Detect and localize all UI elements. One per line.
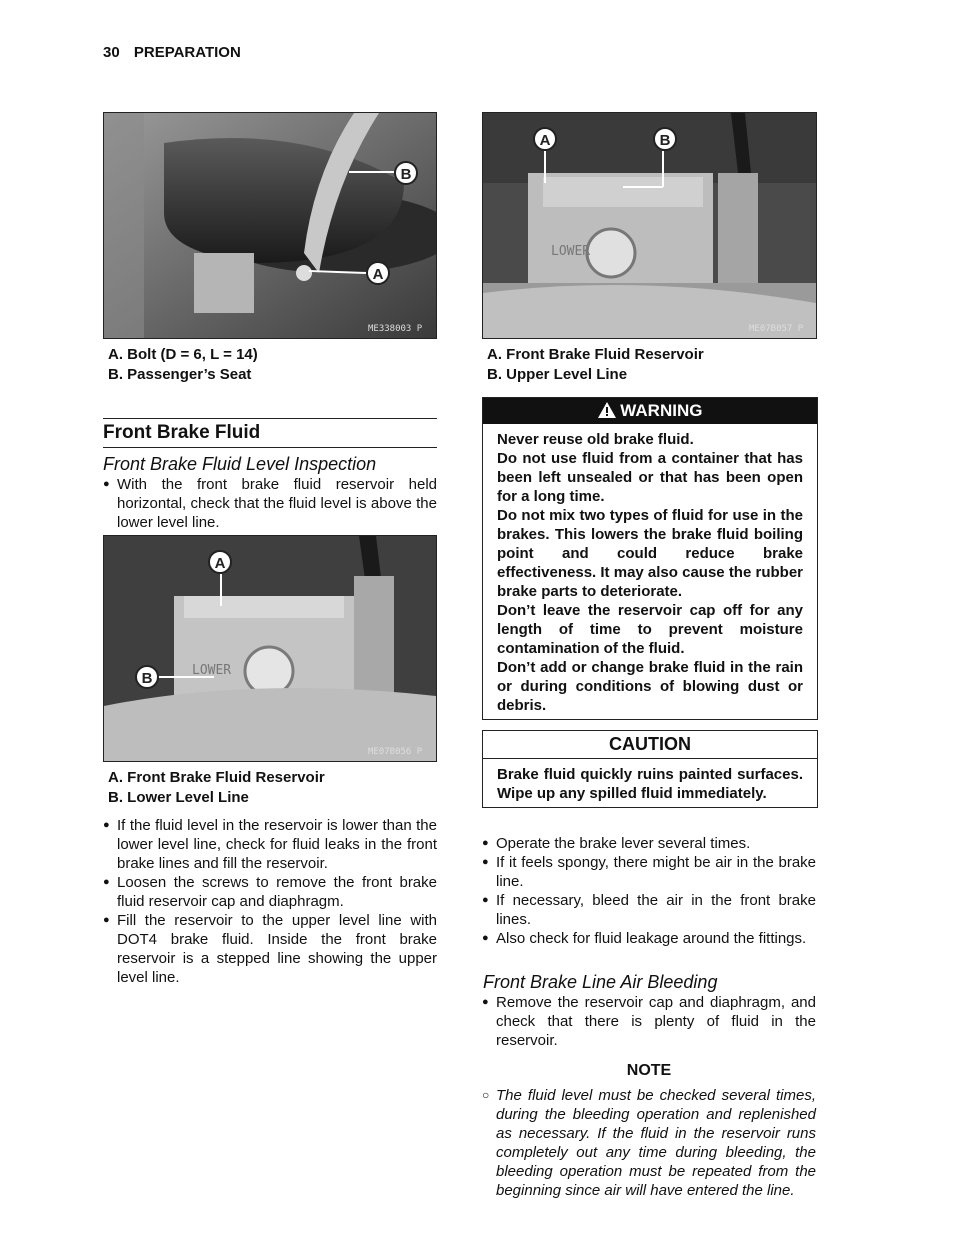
figure3-caption — [108, 768, 325, 808]
caption-line: A. Bolt (D = 6, L = 14) — [108, 346, 258, 363]
label-b: B — [400, 166, 412, 183]
page-number: 30 — [103, 44, 120, 61]
warning-paragraph: Do not mix two types of fluid for use in the brakes. This lowers the brake fluid boiling point and could reduce brake effectiveness. It may also cause the rubber brake parts to deteriorate. — [497, 507, 803, 600]
label-a: A — [214, 555, 226, 572]
bleeding-bullet-list — [482, 993, 816, 1050]
list-item: ● Fill the reservoir to the upper level line with DOT4 brake fluid. Inside the front brake reservoir is a stepped line showing the upper level line. — [103, 911, 437, 987]
list-item: ● Loosen the screws to remove the front brake fluid reservoir cap and diaphragm. — [103, 873, 437, 911]
label-a: A — [539, 132, 551, 149]
note-list — [482, 1086, 816, 1200]
inspection-bullet-list — [103, 816, 437, 987]
section-name: PREPARATION — [133, 44, 241, 61]
label-b: B — [141, 670, 153, 687]
figure-seat-bolt-photo — [103, 112, 437, 339]
page-header — [103, 44, 251, 61]
figure-reservoir-upper-photo — [482, 112, 817, 339]
warning-box — [482, 397, 818, 720]
image-code: ME07B056 P — [368, 747, 423, 757]
list-item: ● Also check for fluid leakage around the fittings. — [482, 929, 816, 948]
note-title: NOTE — [626, 1062, 672, 1079]
caution-box — [482, 730, 818, 808]
list-item: ● Remove the reservoir cap and diaphragm, and check that there is plenty of fluid in the reservoir. — [482, 993, 816, 1050]
list-item: ● If necessary, bleed the air in the front brake lines. — [482, 891, 816, 929]
caution-title: CAUTION — [483, 731, 817, 759]
warning-triangle-icon — [598, 402, 616, 418]
list-item: ● If the fluid level in the reservoir is lower than the lower level line, check for fluid leaks in the front brake lines and fill the reservoir. — [103, 816, 437, 873]
section-title: Front Brake Fluid — [103, 418, 437, 448]
image-code: ME07B057 P — [749, 324, 804, 334]
caption-line: A. Front Brake Fluid Reservoir — [487, 346, 704, 363]
warning-paragraph: Do not use fluid from a container that has been left unsealed or that has been open for a long time. — [497, 450, 803, 505]
caption-line: A. Front Brake Fluid Reservoir — [108, 769, 325, 786]
figure2-caption — [487, 345, 704, 385]
warning-paragraph: Never reuse old brake fluid. — [497, 431, 694, 448]
label-a: A — [372, 266, 384, 283]
list-item: ● If it feels spongy, there might be air in the brake line. — [482, 853, 816, 891]
warning-paragraph: Don’t leave the reservoir cap off for any length of time to prevent moisture contamination of the fluid. — [497, 602, 803, 657]
list-item: ● Operate the brake lever several times. — [482, 834, 816, 853]
intro-bullet-list — [103, 475, 437, 532]
figure1-caption — [108, 345, 258, 385]
warning-title: WARNING — [620, 401, 703, 420]
list-item: ● With the front brake fluid reservoir held horizontal, check that the fluid level is above the lower level line. — [103, 475, 437, 532]
subsection-title: Front Brake Fluid Level Inspection — [103, 454, 377, 474]
caution-text: Brake fluid quickly ruins painted surfaces. Wipe up any spilled fluid immediately. — [497, 766, 803, 802]
label-b: B — [659, 132, 671, 149]
stamp-lower: LOWER — [192, 663, 232, 678]
warning-header — [483, 398, 817, 424]
caption-line: B. Upper Level Line — [487, 366, 628, 383]
warning-body — [483, 424, 817, 719]
caption-line: B. Lower Level Line — [108, 789, 249, 806]
subsection-title: Front Brake Line Air Bleeding — [483, 972, 718, 992]
image-code: ME338003 P — [368, 324, 423, 334]
stamp-lower: LOWER — [551, 244, 591, 259]
figure-reservoir-lower-photo — [103, 535, 437, 762]
note-item: ○ The fluid level must be checked several times, during the bleeding operation and replenished as necessary. If the fluid in the reservoir runs completely out any time during bleeding, the bleeding operation must be repeated from the beginning since air will have entered the line. — [482, 1086, 816, 1200]
caution-body — [483, 759, 817, 807]
warning-paragraph: Don’t add or change brake fluid in the rain or during conditions of blowing dust or debris. — [497, 659, 803, 714]
caption-line: B. Passenger’s Seat — [108, 366, 252, 383]
lever-bullet-list — [482, 834, 816, 948]
